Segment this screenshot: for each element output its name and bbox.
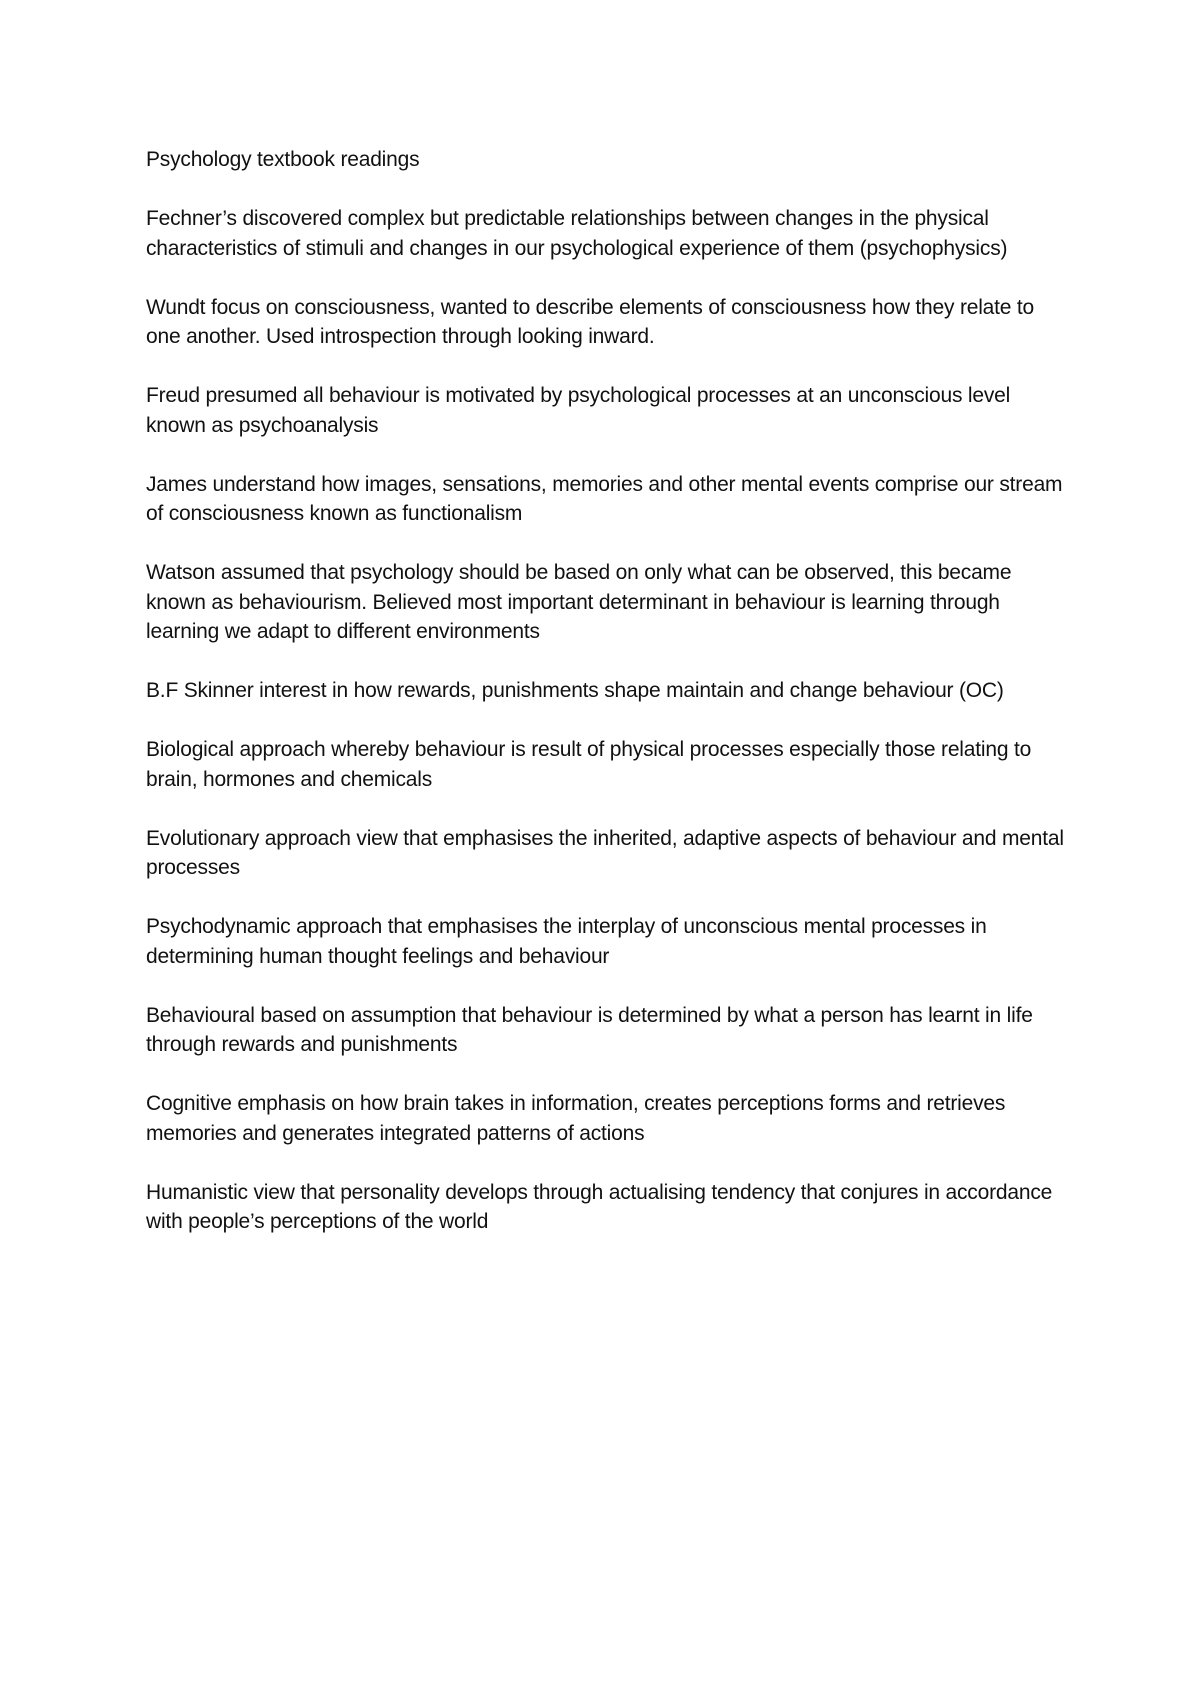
paragraph-fechner: Fechner’s discovered complex but predictable relationships between changes in the physical characteristics of stimuli and changes in our psychological experience of them (psychophysics) [146,207,1008,260]
paragraph-wundt: Wundt focus on consciousness, wanted to describe elements of consciousness how they relate to one another. Used introspection through looking inward. [146,295,1035,348]
paragraph-biological: Biological approach whereby behaviour is result of physical processes especially those relating to brain, hormones and chemicals [146,738,1032,791]
paragraph-cognitive: Cognitive emphasis on how brain takes in information, creates perceptions forms and retrieves memories and generates integrated patterns of actions [146,1092,1006,1145]
paragraph-evolutionary: Evolutionary approach view that emphasises the inherited, adaptive aspects of behaviour and mental processes [146,826,1064,879]
paragraph-freud: Freud presumed all behaviour is motivated by psychological processes at an unconscious level known as psychoanalysis [146,384,1011,437]
paragraph-humanistic: Humanistic view that personality develops through actualising tendency that conjures in accordance with people’s perceptions of the world [146,1180,1053,1233]
paragraph-james: James understand how images, sensations, memories and other mental events comprise our stream of consciousness known as functionalism [146,472,1063,525]
paragraph-behavioural: Behavioural based on assumption that behaviour is determined by what a person has learnt in life through rewards and punishments [146,1003,1033,1056]
document-body [146,145,1066,1266]
paragraph-watson: Watson assumed that psychology should be based on only what can be observed, this became known as behaviourism. Believed most important determinant in behaviour is learning through learning we adapt to different environments [146,561,1012,643]
document-title: Psychology textbook readings [146,148,420,171]
paragraph-skinner: B.F Skinner interest in how rewards, punishments shape maintain and change behaviour (OC) [146,679,1004,702]
paragraph-psychodynamic: Psychodynamic approach that emphasises the interplay of unconscious mental processes in determining human thought feelings and behaviour [146,915,987,968]
